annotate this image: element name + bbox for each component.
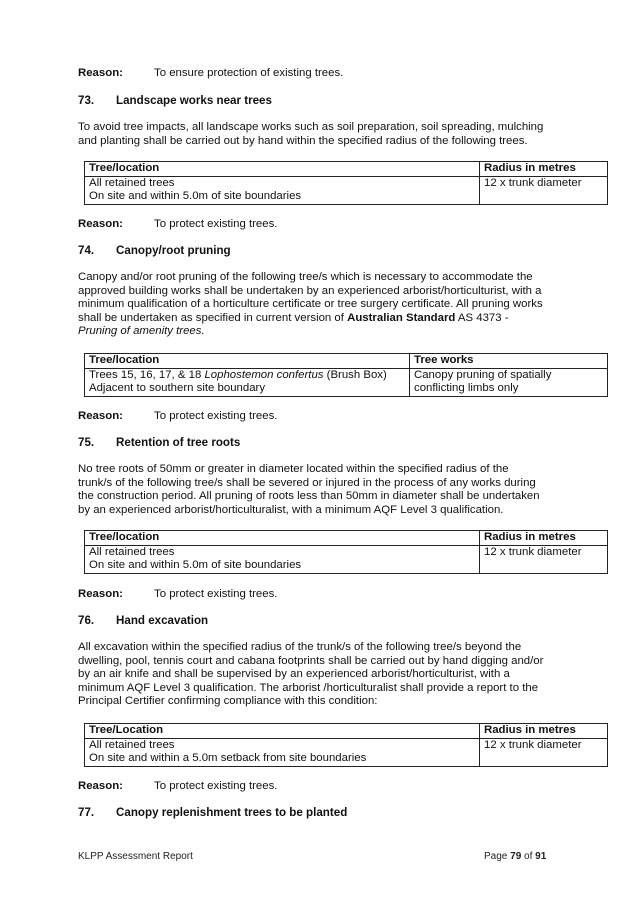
- cell-line: conflicting limbs only: [414, 382, 519, 395]
- para-line: and planting shall be carried out by hand within the specified radius of the following trees.: [78, 134, 528, 147]
- reason-label: Reason:: [78, 67, 123, 79]
- condition-heading-75: [78, 436, 588, 450]
- condition-heading-76: [78, 614, 588, 628]
- reason-line: [78, 66, 588, 80]
- reason-label: Reason:: [78, 588, 123, 600]
- table-row: [85, 545, 608, 573]
- para-line: No tree roots of 50mm or greater in diameter located within the specified radius of the: [78, 463, 509, 475]
- table-header-row: [85, 354, 608, 369]
- table-cell: [85, 368, 410, 396]
- tree-table-76: [84, 723, 608, 767]
- condition-title: Retention of tree roots: [116, 436, 241, 449]
- condition-title: Canopy/root pruning: [116, 244, 231, 257]
- para-line: the construction period. All pruning of roots less than 50mm in diameter shall be undertaken: [78, 490, 540, 503]
- cell-line: All retained trees: [89, 545, 175, 558]
- condition-number: 76.: [78, 614, 95, 627]
- para-line: minimum AQF Level 3 qualification. The arborist /horticulturalist shall provide a report to the: [78, 681, 539, 694]
- condition-number: 77.: [78, 806, 95, 819]
- table-header-row: [85, 531, 608, 546]
- condition-paragraph-75: [78, 463, 588, 517]
- cell-line: [89, 369, 405, 383]
- reason-text: To protect existing trees.: [154, 780, 278, 792]
- para-line: [78, 312, 588, 326]
- reason-text: To protect existing trees.: [154, 218, 278, 230]
- table-header: Radius in metres: [480, 724, 608, 739]
- para-line: To avoid tree impacts, all landscape works such as soil preparation, soil spreading, mulching: [78, 121, 544, 133]
- table-cell: [480, 176, 608, 204]
- table-header: Tree/Location: [85, 724, 480, 739]
- cell-line: On site and within 5.0m of site boundaries: [89, 559, 302, 572]
- table-cell: [85, 545, 480, 573]
- para-line: All excavation within the specified radius of the trunk/s of the following tree/s beyond the: [78, 641, 522, 653]
- condition-paragraph-76: [78, 641, 588, 709]
- cell-line: 12 x trunk diameter: [484, 545, 582, 558]
- cell-line: All retained trees: [89, 176, 175, 189]
- species-name: Lophostemon confertus: [204, 368, 324, 381]
- tree-table-74: [84, 353, 608, 397]
- para-text: shall be undertaken as specified in current version of: [78, 311, 348, 324]
- page-separator: of: [521, 851, 536, 862]
- table-row: [85, 738, 608, 766]
- para-line: minimum qualification of a horticulture certificate or tree surgery certificate. All pruning works: [78, 298, 543, 311]
- table-header: Tree/location: [85, 531, 480, 546]
- para-line: Canopy and/or root pruning of the following tree/s which is necessary to accommodate the: [78, 271, 533, 283]
- reason-label: Reason:: [78, 218, 123, 230]
- para-line: dwelling, pool, tennis court and cabana footprints shall be carried out by hand digging and/or: [78, 654, 544, 667]
- table-row: [85, 368, 608, 396]
- table-cell: [480, 545, 608, 573]
- standard-title: Pruning of amenity trees.: [78, 325, 205, 338]
- tree-table-73: [84, 161, 608, 205]
- reason-line: [78, 587, 588, 601]
- cell-line: 12 x trunk diameter: [484, 176, 582, 189]
- table-header-row: [85, 724, 608, 739]
- footer-report-name: KLPP Assessment Report: [78, 851, 193, 862]
- table-header: Tree/location: [85, 354, 410, 369]
- condition-heading-73: [78, 94, 588, 108]
- para-line: by an air knife and shall be supervised by an experienced arborist/horticulturist, with a: [78, 668, 510, 681]
- cell-line: On site and within 5.0m of site boundaries: [89, 190, 302, 203]
- condition-title: Canopy replenishment trees to be planted: [116, 806, 348, 819]
- table-header: Radius in metres: [480, 162, 608, 177]
- reason-label: Reason:: [78, 410, 123, 422]
- reason-line: [78, 779, 588, 793]
- footer-page-number: [484, 851, 546, 862]
- reason-line: [78, 217, 588, 231]
- para-text: AS 4373 -: [455, 311, 509, 324]
- table-header: Tree works: [410, 354, 608, 369]
- table-cell: [85, 738, 480, 766]
- para-line: trunk/s of the following tree/s shall be severed or injured in the process of any works during: [78, 476, 536, 489]
- condition-paragraph-74: [78, 271, 588, 339]
- condition-title: Landscape works near trees: [116, 94, 272, 107]
- condition-heading-74: [78, 244, 588, 258]
- table-header-row: [85, 162, 608, 177]
- cell-line: On site and within a 5.0m setback from site boundaries: [89, 752, 367, 765]
- table-cell: [480, 738, 608, 766]
- condition-number: 73.: [78, 94, 95, 107]
- condition-number: 75.: [78, 436, 95, 449]
- page-current: 79: [510, 851, 522, 862]
- cell-line: All retained trees: [89, 738, 175, 751]
- para-line: by an experienced arborist/horticulturalist, with a minimum AQF Level 3 qualification.: [78, 503, 504, 516]
- reason-line: [78, 409, 588, 423]
- condition-paragraph-73: [78, 121, 588, 148]
- page-total: 91: [535, 851, 547, 862]
- table-cell: [410, 368, 608, 396]
- standard-name: Australian Standard: [347, 311, 456, 324]
- tree-table-75: [84, 530, 608, 574]
- table-header: Radius in metres: [480, 531, 608, 546]
- para-line: approved building works shall be undertaken by an experienced arborist/horticulturist, with a: [78, 284, 542, 297]
- cell-text: Trees 15, 16, 17, & 18: [89, 368, 205, 381]
- condition-heading-77: [78, 806, 588, 820]
- table-header: Tree/location: [85, 162, 480, 177]
- cell-line: 12 x trunk diameter: [484, 738, 582, 751]
- para-line: [78, 325, 588, 339]
- para-line: Principal Certifier confirming compliance with this condition:: [78, 695, 378, 708]
- reason-text: To protect existing trees.: [154, 588, 278, 600]
- reason-text: To protect existing trees.: [154, 410, 278, 422]
- reason-text: To ensure protection of existing trees.: [154, 67, 344, 79]
- cell-line: Adjacent to southern site boundary: [89, 382, 266, 395]
- reason-label: Reason:: [78, 780, 123, 792]
- table-row: [85, 176, 608, 204]
- condition-title: Hand excavation: [116, 614, 209, 627]
- cell-text: (Brush Box): [323, 368, 387, 381]
- condition-number: 74.: [78, 244, 95, 257]
- cell-line: Canopy pruning of spatially: [414, 368, 552, 381]
- page-prefix: Page: [484, 851, 511, 862]
- table-cell: [85, 176, 480, 204]
